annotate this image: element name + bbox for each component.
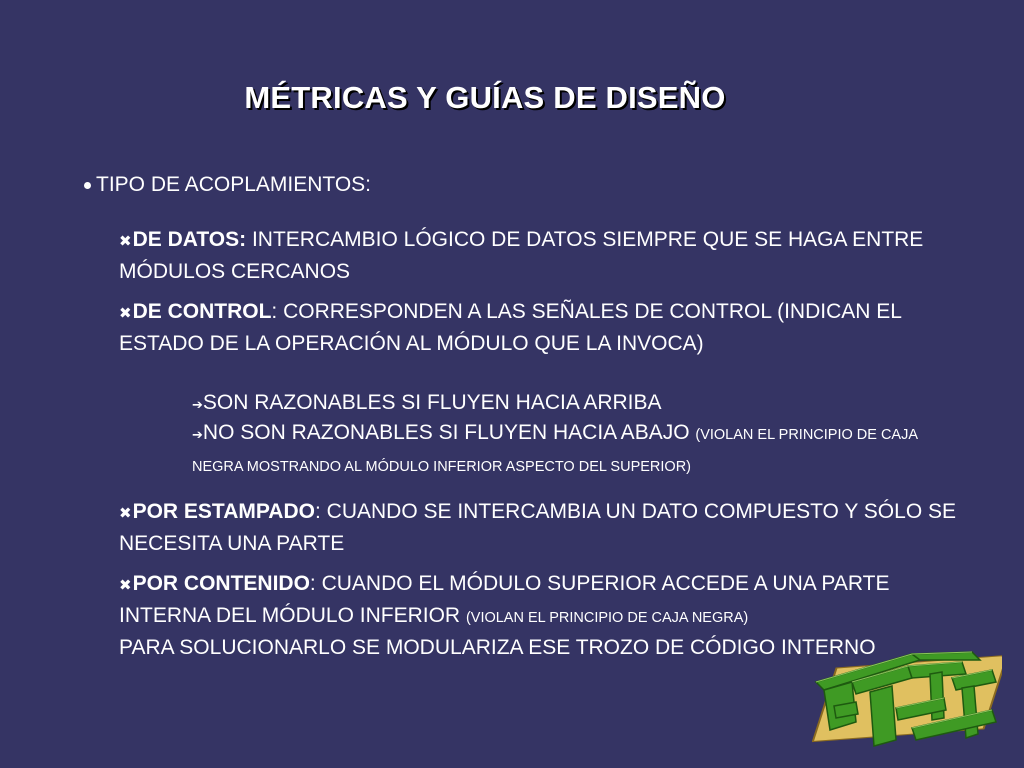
item-de-control — [119, 297, 959, 359]
arrow-right-icon: ➔ — [192, 397, 203, 412]
slide-title: MÉTRICAS Y GUÍAS DE DISEÑO — [244, 80, 726, 115]
item-por-estampado — [119, 497, 959, 559]
item-text: : CORRESPONDEN A LAS SEÑALES DE CONTROL (INDICAN EL ESTADO DE LA OPERACIÓN AL MÓDULO QUE LA INVOCA) — [119, 300, 902, 355]
bullet-dot-icon — [84, 182, 91, 189]
item-extra: PARA SOLUCIONARLO SE MODULARIZA ESE TROZO DE CÓDIGO INTERNO — [119, 636, 876, 659]
item-text: INTERCAMBIO LÓGICO DE DATOS SIEMPRE QUE SE HAGA ENTRE MÓDULOS CERCANOS — [119, 228, 924, 283]
bullet-tipo-acoplamientos — [84, 172, 371, 198]
subitem-no-razonables — [192, 418, 962, 480]
item-note: (VIOLAN EL PRINCIPIO DE CAJA NEGRA) — [465, 610, 749, 626]
item-text: : CUANDO SE INTERCAMBIA UN DATO COMPUESTO Y SÓLO SE NECESITA UNA PARTE — [119, 500, 957, 555]
x-marker-icon: ✖ — [119, 233, 132, 250]
x-marker-icon: ✖ — [119, 305, 132, 322]
item-head: DE CONTROL — [132, 300, 272, 323]
x-marker-icon: ✖ — [119, 505, 132, 522]
item-head: DE DATOS: — [132, 228, 247, 251]
item-text: : CUANDO EL MÓDULO SUPERIOR ACCEDE A UNA PARTE INTERNA DEL MÓDULO INFERIOR — [119, 572, 890, 627]
subitem-razonables — [192, 388, 962, 420]
subitem-text: SON RAZONABLES SI FLUYEN HACIA ARRIBA — [202, 391, 662, 414]
item-head: POR ESTAMPADO — [132, 500, 315, 523]
subitem-text: NO SON RAZONABLES SI FLUYEN HACIA ABAJO — [202, 421, 696, 444]
item-de-datos — [119, 225, 959, 287]
subitem-note: (VIOLAN EL PRINCIPIO DE CAJA NEGRA MOSTRANDO AL MÓDULO INFERIOR ASPECTO DEL SUPERIOR) — [192, 427, 918, 475]
item-head: POR CONTENIDO — [132, 572, 310, 595]
x-marker-icon: ✖ — [119, 577, 132, 594]
maze-clipart — [812, 648, 1002, 748]
bullet-label: TIPO DE ACOPLAMIENTOS: — [96, 173, 372, 196]
arrow-right-icon: ➔ — [192, 427, 203, 442]
